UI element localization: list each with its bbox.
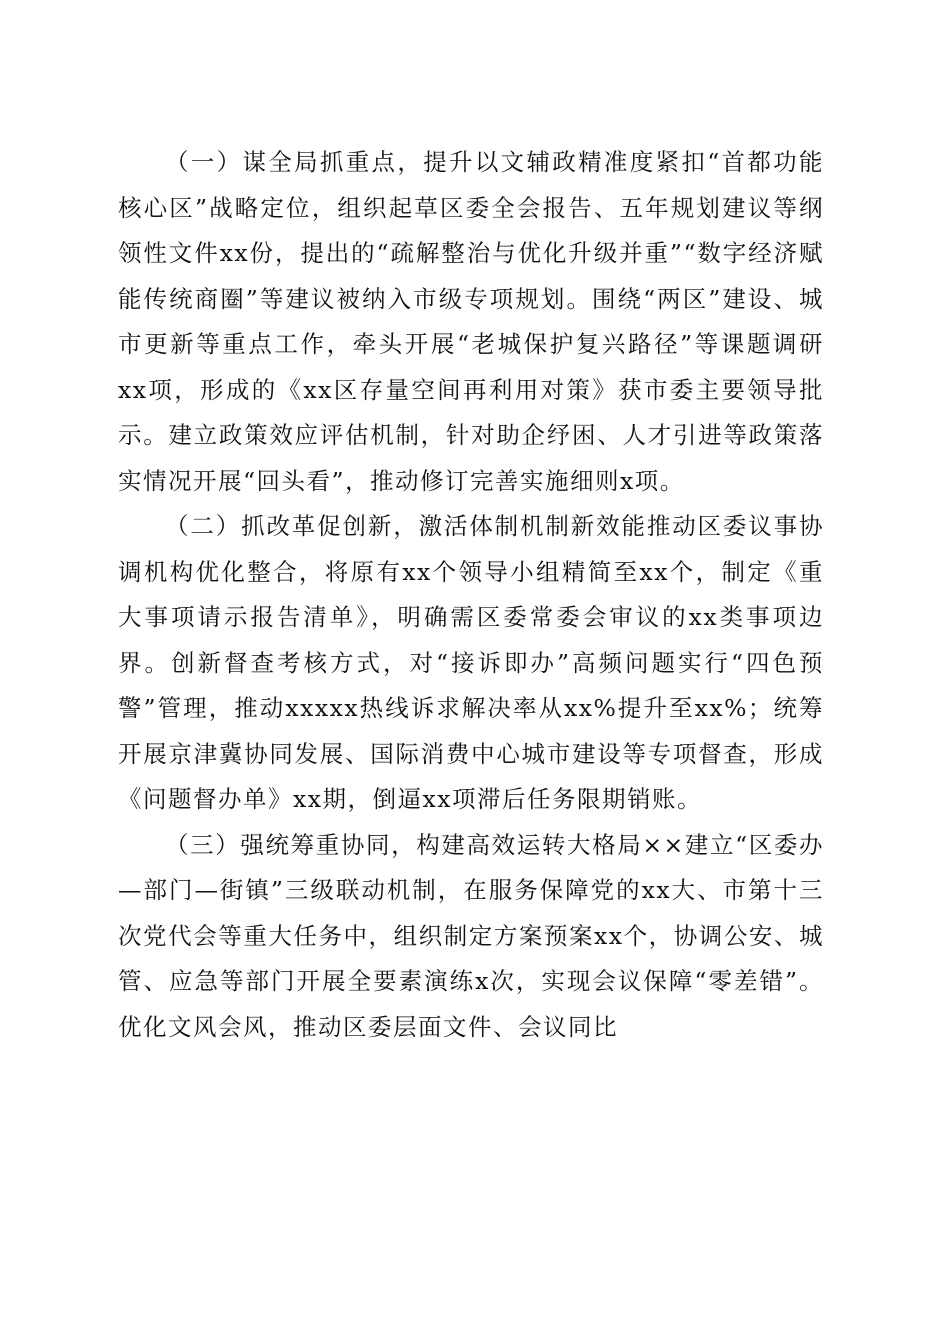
paragraph-2: （二）抓改革促创新，激活体制机制新效能推动区委议事协调机构优化整合，将原有xx个领导小组精简至xx个，制定《重大事项请示报告清单》，明确需区委常委会审议的xx类事项边界。创新督查考核方式，对“接诉即办”高频问题实行“四色预警”管理，推动xxxxx热线诉求解决率从xx%提升至xx%；统筹开展京津冀协同发展、国际消费中心城市建设等专项督查，形成《问题督办单》xx期，倒逼xx项滞后任务限期销账。	[118, 512, 824, 813]
document-body	[118, 140, 824, 1050]
paragraph-1: （一）谋全局抓重点，提升以文辅政精准度紧扣“首都功能核心区”战略定位，组织起草区委全会报告、五年规划建议等纲领性文件xx份，提出的“疏解整治与优化升级并重”“数字经济赋能传统商圈”等建议被纳入市级专项规划。围绕“两区”建设、城市更新等重点工作，牵头开展“老城保护复兴路径”等课题调研xx项，形成的《xx区存量空间再利用对策》获市委主要领导批示。建立政策效应评估机制，针对助企纾困、人才引进等政策落实情况开展“回头看”，推动修订完善实施细则x项。	[118, 148, 824, 495]
paragraph-3: （三）强统筹重协同，构建高效运转大格局××建立“区委办—部门—街镇”三级联动机制，在服务保障党的xx大、市第十三次党代会等重大任务中，组织制定方案预案xx个，协调公安、城管、应急等部门开展全要素演练x次，实现会议保障“零差错”。优化文风会风，推动区委层面文件、会议同比	[118, 830, 824, 1041]
